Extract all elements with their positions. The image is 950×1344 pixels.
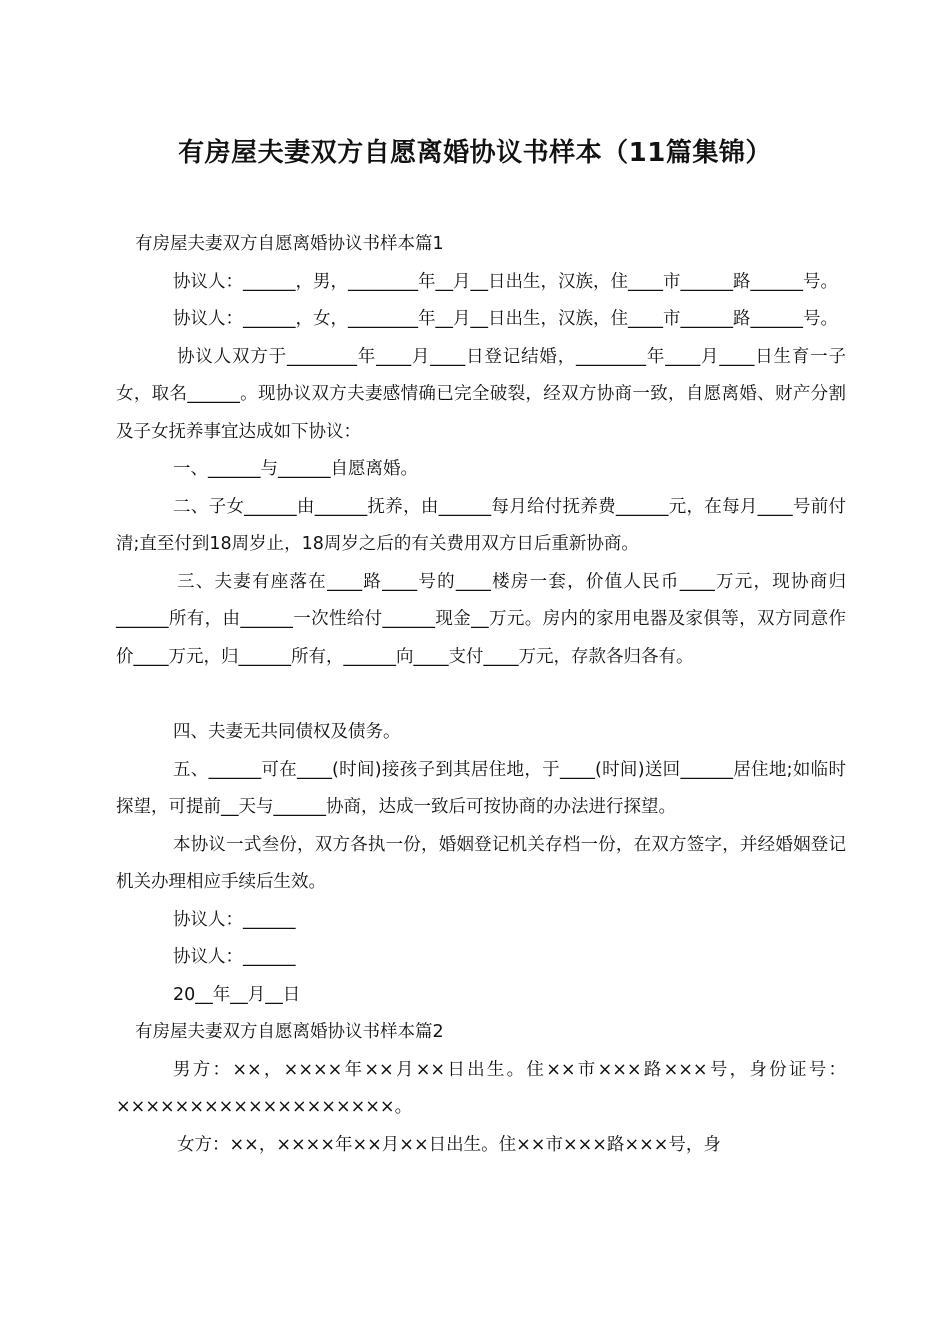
paragraph-female-party: 女方：××，××××年××月××日出生。住××市×××路×××号，身: [177, 1134, 721, 1155]
section-heading-2: 有房屋夫妻双方自愿离婚协议书样本篇2: [135, 1022, 444, 1042]
paragraph-marriage-info: 协议人双方于________年____月____日登记结婚，________年____月____日生育一子女，取名______。现协议双方夫妻感情确已完全破裂，经双方协商一致，自愿离婚、财产分割及子女抚养事宜达成如下协议：: [116, 346, 846, 442]
paragraph-effectiveness: 本协议一式叁份，双方各执一份，婚姻登记机关存档一份，在双方签字，并经婚姻登记机关办理相应手续后生效。: [116, 834, 846, 892]
paragraph-party-female: 协议人：______，女，________年__月__日出生，汉族，住____市______路______号。: [173, 309, 838, 329]
document-title: 有房屋夫妻双方自愿离婚协议书样本（11篇集锦）: [178, 138, 772, 168]
paragraph-party-male: 协议人：______，男，________年__月__日出生，汉族，住____市______路______号。: [173, 271, 838, 292]
paragraph-clause-4: 四、夫妻无共同债权及债务。: [173, 722, 401, 742]
signature-line-2: 协议人：______: [173, 947, 296, 967]
paragraph-clause-1: 一、______与______自愿离婚。: [173, 459, 418, 479]
paragraph-clause-2: 二、子女______由______抚养，由______每月给付抚养费______元，在每月____号前付清;直至付到18周岁止，18周岁之后的有关费用双方日后重新协商。: [116, 496, 846, 554]
paragraph-clause-5: 五、______可在____(时间)接孩子到其居住地，于____(时间)送回______居住地;如临时探望，可提前__天与______协商，达成一致后可按协商的办法进行探望。: [116, 759, 846, 817]
signature-line-1: 协议人：______: [173, 909, 296, 930]
section-heading-1: 有房屋夫妻双方自愿离婚协议书样本篇1: [135, 234, 444, 254]
paragraph-clause-3: 三、夫妻有座落在____路____号的____楼房一套，价值人民币____万元，现协商归______所有，由______一次性给付______现金__万元。房内的家用电器及家俱等，双方同意作价____万元，归______所有，______向____支付____万元，存款各归各有。: [116, 571, 846, 667]
blank-line: [116, 676, 846, 714]
paragraph-male-party: 男方：××，××××年××月××日出生。住××市×××路×××号，身份证号：×××××××××××××××××××。: [116, 1059, 846, 1117]
date-line: 20__年__月__日: [173, 984, 301, 1005]
document-body: [116, 226, 846, 1164]
